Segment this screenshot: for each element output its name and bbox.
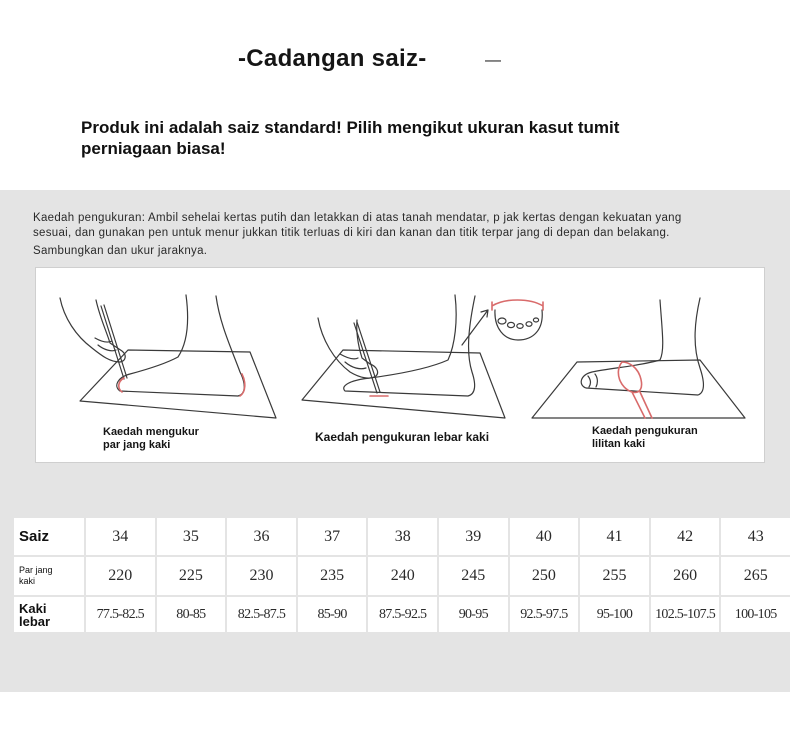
table-cell: 38 <box>368 518 437 555</box>
foot-girth-measure-icon <box>532 298 745 418</box>
toe-nail <box>533 318 538 322</box>
table-cell: 87.5-92.5 <box>368 597 437 632</box>
table-cell: 92.5-97.5 <box>510 597 579 632</box>
notice-line: Produk ini adalah saiz standard! Pilih mengikut ukuran kasut tumit <box>81 118 620 137</box>
foot-width-measure-icon <box>302 295 543 418</box>
table-cell: 35 <box>157 518 226 555</box>
length-method-label <box>103 426 199 452</box>
dash-mark: — <box>485 52 501 69</box>
row-label <box>14 518 84 555</box>
table-cell: 245 <box>439 557 508 595</box>
pointer-arrow-icon <box>462 310 488 345</box>
row-label <box>14 557 84 595</box>
table-cell: 240 <box>368 557 437 595</box>
toes-outline <box>495 310 542 340</box>
standard-size-notice <box>81 117 619 159</box>
leg-and-foot-outline <box>117 295 244 396</box>
toes-inset-icon <box>492 300 543 340</box>
label-line: Kaedah pengukuran <box>592 425 698 437</box>
foot-length-measure-icon <box>60 295 276 418</box>
method-line: Kaedah pengukuran: Ambil sehelai kertas putih dan letakkan di atas tanah mendatar, p jak kertas dengan kekuatan yang <box>33 212 682 224</box>
toe-nail <box>526 322 532 327</box>
label-line: Kaedah pengukuran lebar kaki <box>315 430 490 444</box>
toe-nail <box>498 318 506 324</box>
page-title: -Cadangan saiz- <box>238 45 427 72</box>
table-cell: 82.5-87.5 <box>227 597 296 632</box>
table-cell: 235 <box>298 557 367 595</box>
girth-method-label <box>592 425 698 451</box>
table-cell: 230 <box>227 557 296 595</box>
label-line: Kaedah mengukur <box>103 426 199 438</box>
row-label-line: kaki <box>19 576 36 586</box>
table-cell: 102.5-107.5 <box>651 597 720 632</box>
row-label-line: Saiz <box>19 528 50 545</box>
table-cell: 255 <box>580 557 649 595</box>
table-cell: 39 <box>439 518 508 555</box>
size-table <box>14 518 790 632</box>
table-cell: 77.5-82.5 <box>86 597 155 632</box>
table-cell: 40 <box>510 518 579 555</box>
notice-line: perniagaan biasa! <box>81 139 226 158</box>
row-label <box>14 597 84 632</box>
table-cell: 95-100 <box>580 597 649 632</box>
toe-lines <box>588 374 597 387</box>
measurement-method-text <box>33 211 682 241</box>
table-cell: 225 <box>157 557 226 595</box>
connect-instruction: Sambungkan dan ukur jaraknya. <box>33 245 208 257</box>
row-label-line: Kaki <box>19 600 47 616</box>
width-method-label <box>315 430 489 444</box>
table-cell: 90-95 <box>439 597 508 632</box>
toe-nail <box>517 324 523 329</box>
table-cell: 250 <box>510 557 579 595</box>
table-cell: 265 <box>721 557 790 595</box>
table-cell: 80-85 <box>157 597 226 632</box>
table-cell: 220 <box>86 557 155 595</box>
method-line: sesuai, dan gunakan pen untuk menur jukkan titik terluas di kiri dan kanan dan titik terpar jang di depan dan belakang. <box>33 227 670 239</box>
paper-sheet <box>532 360 745 418</box>
table-cell: 41 <box>580 518 649 555</box>
toe-nail <box>508 322 515 327</box>
table-cell: 42 <box>651 518 720 555</box>
label-line: lilitan kaki <box>592 438 646 450</box>
table-cell: 43 <box>721 518 790 555</box>
leg-and-foot-outline <box>344 295 475 396</box>
table-cell: 36 <box>227 518 296 555</box>
table-cell: 34 <box>86 518 155 555</box>
row-label-line: lebar <box>19 613 51 629</box>
table-cell: 260 <box>651 557 720 595</box>
toe-width-arc <box>492 300 543 310</box>
table-cell: 100-105 <box>721 597 790 632</box>
leg-and-foot-outline <box>581 298 703 395</box>
table-cell: 85-90 <box>298 597 367 632</box>
table-cell: 37 <box>298 518 367 555</box>
label-line: par jang kaki <box>103 439 171 451</box>
row-label-line: Par jang <box>19 565 53 575</box>
